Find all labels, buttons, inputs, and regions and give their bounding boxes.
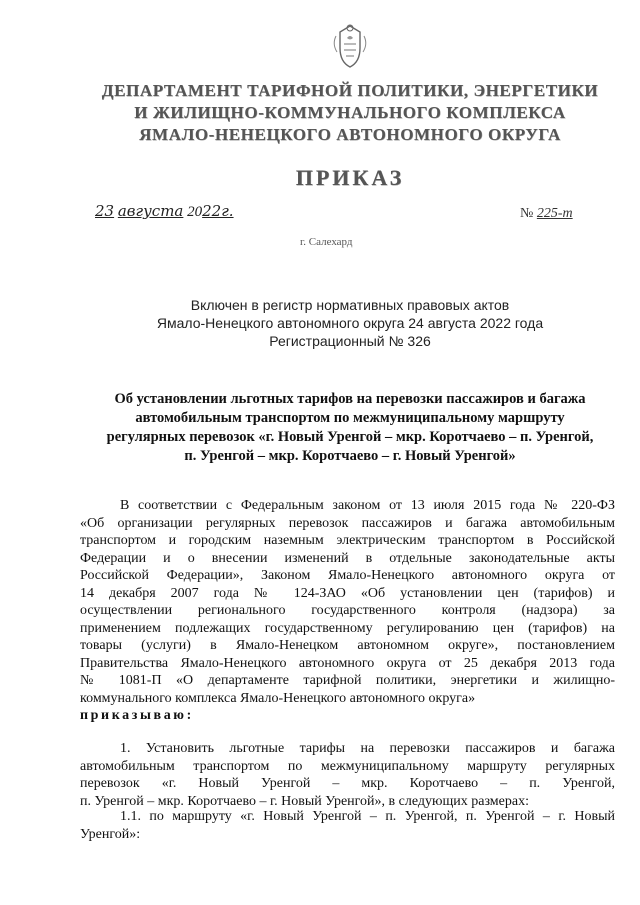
preamble-line: № 1081-П «О департаменте тарифной политики, энергетики и жилищно- [80,673,615,688]
registration-line: Ямало-Ненецкого автономного округа 24 августа 2022 года [156,315,544,331]
date-year-suffix: 22г. [202,202,234,220]
preamble-line: «Об организации регулярных перевозок пассажиров и багажа автомобильным [80,515,615,531]
item-1-line: 1. Установить льготные тарифы на перевозки пассажиров и багажа [120,741,615,756]
department-name-line: ДЕПАРТАМЕНТ ТАРИФНОЙ ПОЛИТИКИ, ЭНЕРГЕТИКИ [101,81,599,100]
preamble-line: Федерации и о внесении изменений в отдельные законодательные акты [80,550,615,566]
department-name-line: И ЖИЛИЩНО-КОММУНАЛЬНОГО КОМПЛЕКСА [134,103,566,122]
preamble-line: 14 декабря 2007 года № 124-ЗАО «Об установлении цен (тарифов) и [80,585,615,601]
item-1-line: перевозок «г. Новый Уренгой – мкр. Коротчаево – п. Уренгой, [80,776,615,791]
document-title-line: регулярных перевозок «г. Новый Уренгой – мкр. Коротчаево – п. Уренгой, [106,429,594,445]
preamble-line: транспортом и городским наземным электрическим транспортом в Российской [80,533,615,548]
preamble-line: применением подлежащих государственному регулированию цен (тарифов) на [80,620,615,636]
order-word-text: приказываю: [80,708,194,723]
preamble-line: Российской Федерации», Законом Ямало-Ненецкого автономного округа от [80,568,615,583]
preamble-line: Правительства Ямало-Ненецкого автономного округа от 25 декабря 2013 года [80,655,615,671]
document-title-line: п. Уренгой – мкр. Коротчаево – г. Новый Уренгой» [184,448,516,464]
order-word [80,707,615,724]
registration-line: Регистрационный № 326 [269,333,431,349]
city-name: г. Салехард [300,236,353,248]
item-1-1-line: 1.1. по маршруту «г. Новый Уренгой – п. Уренгой, п. Уренгой – г. Новый [120,809,615,824]
date-month: августа [117,202,184,220]
coat-of-arms-icon [328,22,372,70]
department-name-line: ЯМАЛО-НЕНЕЦКОГО АВТОНОМНОГО ОКРУГА [139,125,561,144]
item-1-line: автомобильным транспортом по межмуниципальному маршруту регулярных [80,758,615,774]
order-number [520,206,573,222]
registration-line: Включен в регистр нормативных правовых актов [190,297,510,313]
order-date [95,202,234,221]
preamble-line: осуществлении регионального государственного контроля (надзора) за [80,603,615,618]
preamble-line: коммунального комплекса Ямало-Ненецкого автономного округа» [80,690,476,706]
preamble-line: В соответствии с Федеральным законом от 13 июля 2015 года № 220-ФЗ [120,498,615,513]
document-title-line: Об установлении льготных тарифов на перевозки пассажиров и багажа [114,391,586,407]
item-1-line: п. Уренгой – мкр. Коротчаево – г. Новый Уренгой», в следующих размерах: [80,793,529,809]
number-value: 225-т [536,206,573,221]
preamble-line: товары (услуги) в Ямало-Ненецком автономном округе», постановлением [80,638,615,653]
number-prefix: № [520,206,534,221]
date-year-prefix: 20 [187,204,203,220]
date-day: 23 [95,202,115,220]
document-title-line: автомобильным транспортом по межмуниципальному маршруту [135,410,565,426]
document-type-heading: ПРИКАЗ [295,165,405,190]
item-1-1-line: Уренгой»: [80,826,141,842]
